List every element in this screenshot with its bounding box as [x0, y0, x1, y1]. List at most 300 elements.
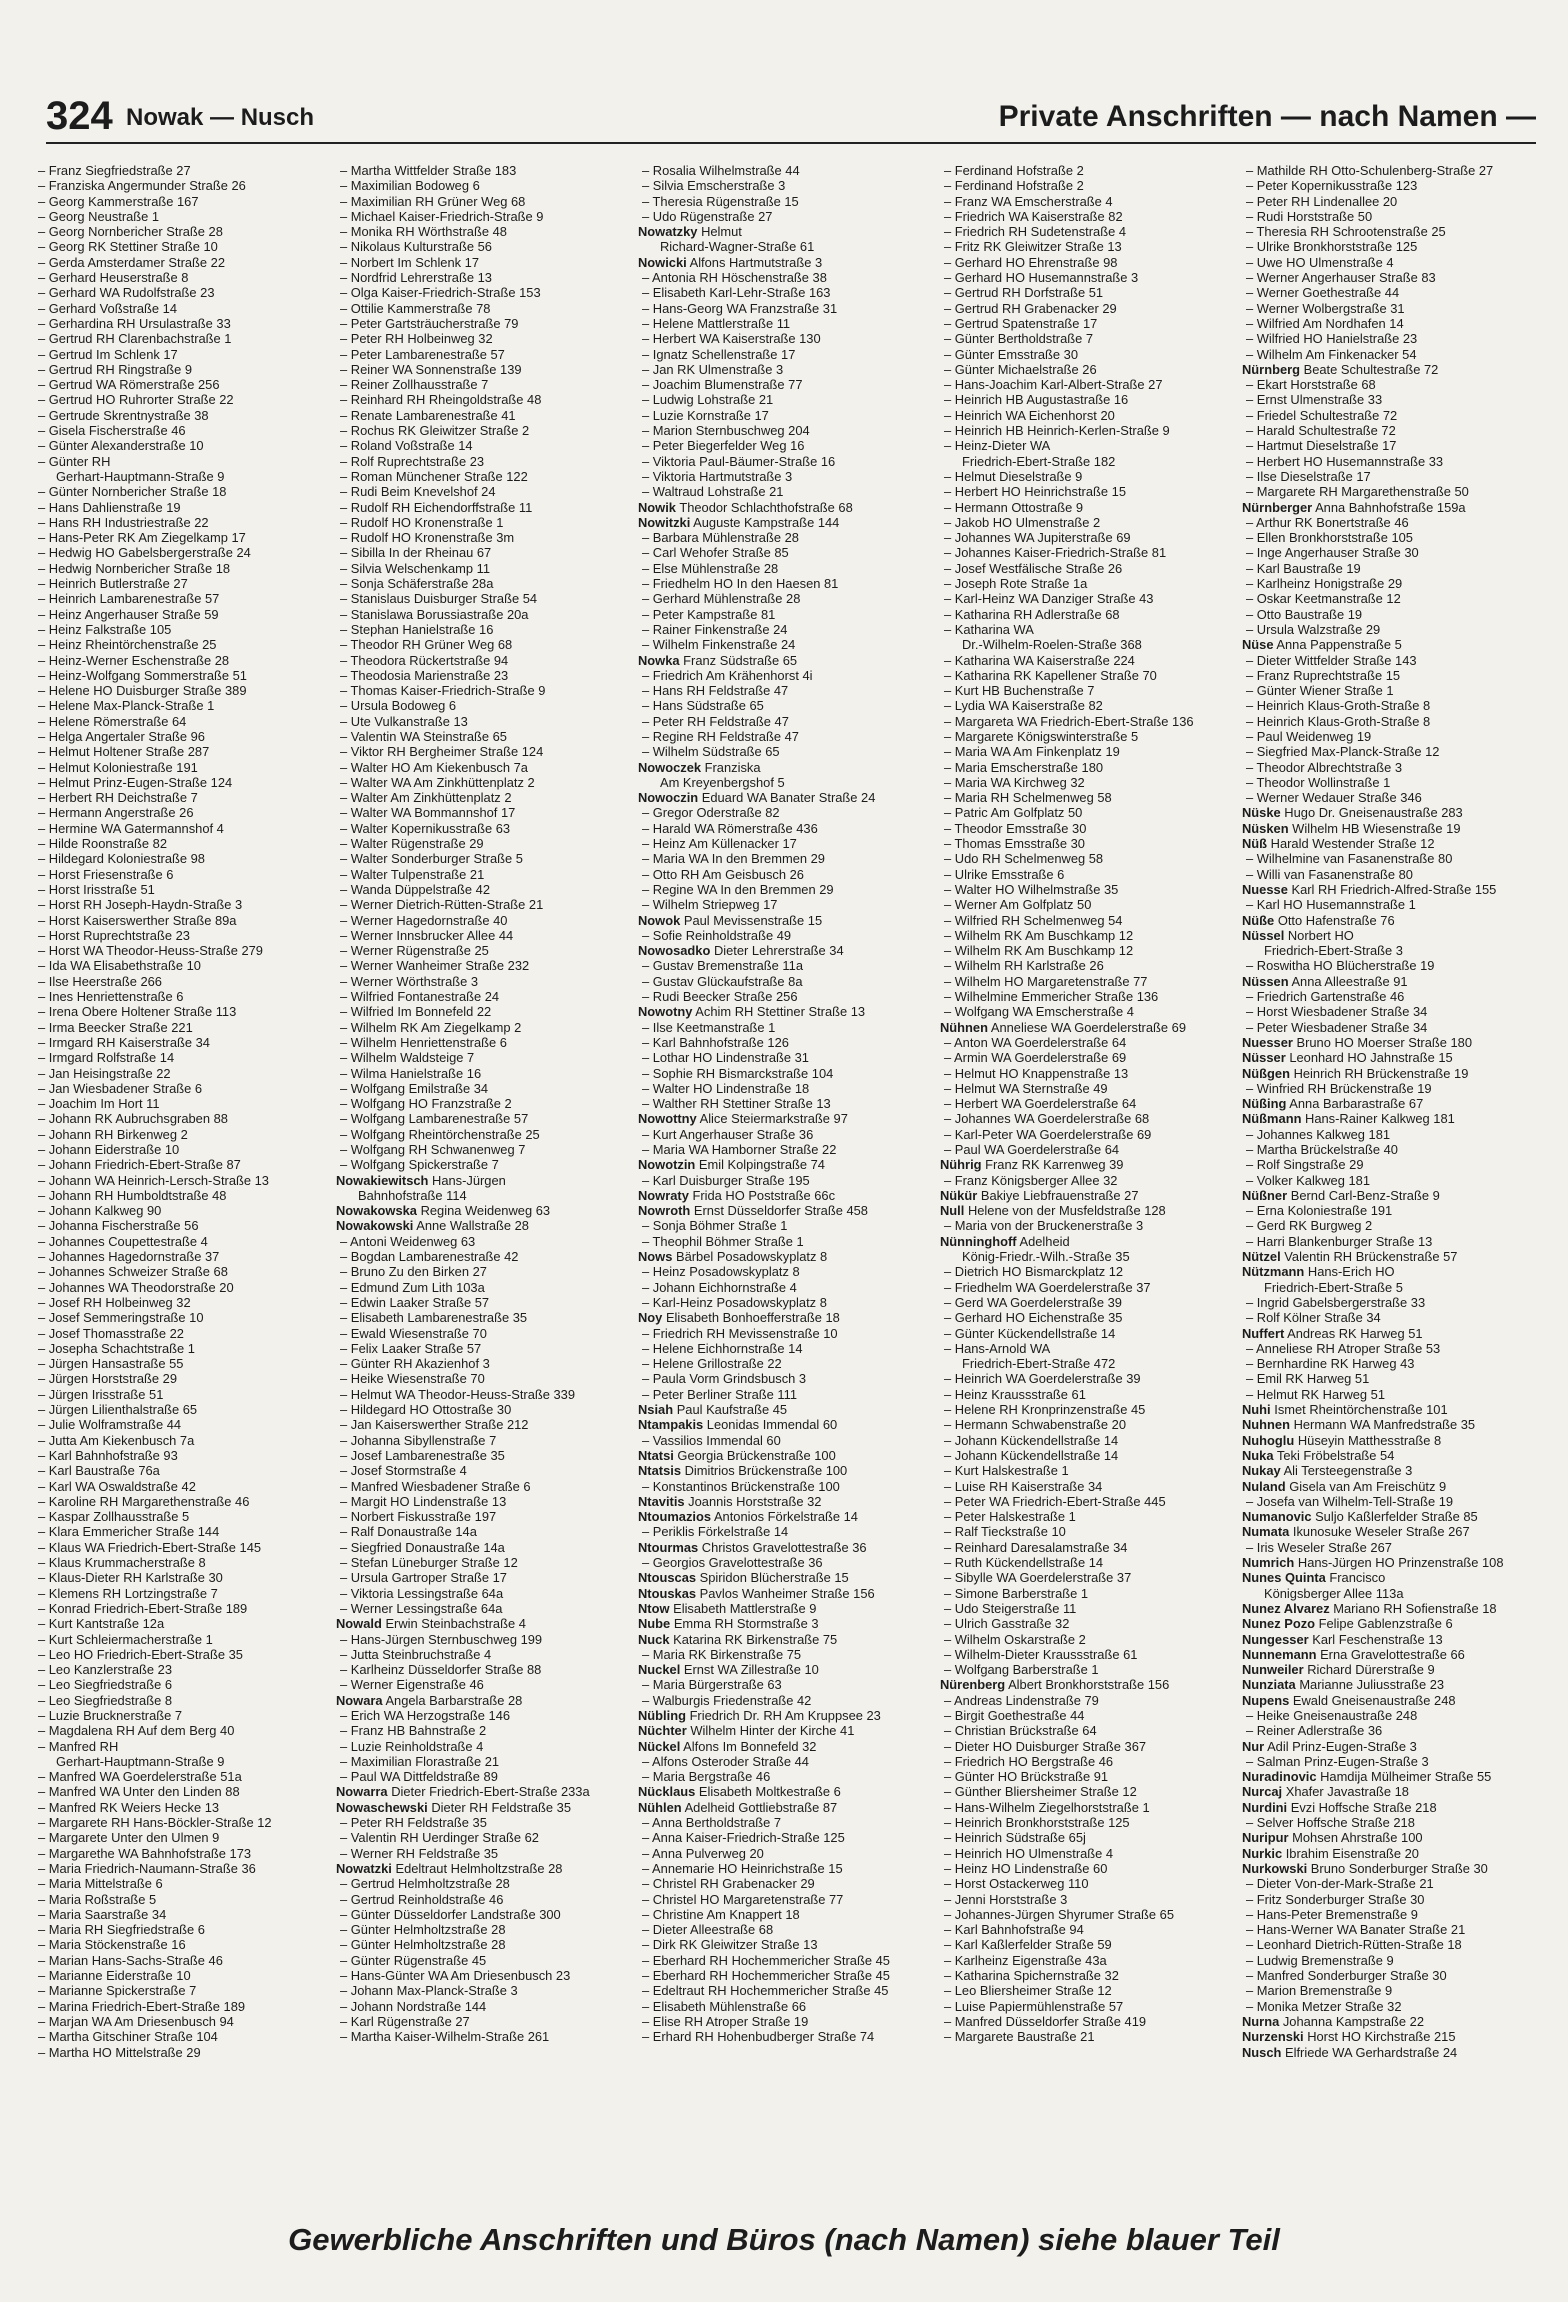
directory-entry: – Marianne Eiderstraße 10 — [34, 1968, 332, 1983]
directory-entry: – Werner Angerhauser Straße 83 — [1242, 270, 1540, 285]
surname: Nuesse — [1242, 881, 1288, 897]
directory-entry: – Marina Friedrich-Ebert-Straße 189 — [34, 1999, 332, 2014]
directory-entry: – Norbert Im Schlenk 17 — [336, 255, 634, 270]
surname: Numrich — [1242, 1555, 1295, 1571]
directory-entry: – Helene RH Kronprinzenstraße 45 — [940, 1402, 1238, 1417]
directory-entry — [1242, 836, 1540, 851]
entry-details: Katarina RK Birkenstraße 75 — [673, 1631, 838, 1647]
directory-entry: – Katharina RH Adlerstraße 68 — [940, 607, 1238, 622]
entry-details: Anna Bahnhofstraße 159a — [1315, 499, 1466, 515]
entry-details: Spiridon Blücherstraße 15 — [699, 1570, 849, 1586]
entry-details: Hamdija Mülheimer Straße 55 — [1320, 1769, 1492, 1785]
directory-entry: – Horst RH Joseph-Haydn-Straße 3 — [34, 897, 332, 912]
directory-entry: – Walburgis Friedenstraße 42 — [638, 1693, 936, 1708]
directory-entry: – Irma Beecker Straße 221 — [34, 1020, 332, 1035]
directory-entry: – Günter Helmholtzstraße 28 — [336, 1937, 634, 1952]
directory-entry: – Johanna Sibyllenstraße 7 — [336, 1433, 634, 1448]
surname: Nunes Quinta — [1242, 1570, 1326, 1586]
directory-entry: – Ingrid Gabelsbergerstraße 33 — [1242, 1295, 1540, 1310]
directory-entry: – Jürgen Horststraße 29 — [34, 1371, 332, 1386]
directory-entry: – Ilse Dieselstraße 17 — [1242, 469, 1540, 484]
directory-entry: – Ulrike Bronkhorststraße 125 — [1242, 239, 1540, 254]
directory-entry: – Rudi Beim Knevelshof 24 — [336, 484, 634, 499]
directory-entry: – Günter Helmholtzstraße 28 — [336, 1922, 634, 1937]
entry-details: Adelheid Gottliebstraße 87 — [684, 1799, 838, 1815]
entry-details: Leonidas Immendal 60 — [706, 1417, 838, 1433]
surname: Nuckel — [638, 1662, 681, 1678]
surname: Nürnberger — [1242, 499, 1313, 515]
directory-entry: – Kaspar Zollhausstraße 5 — [34, 1509, 332, 1524]
directory-entry: – Thomas Emsstraße 30 — [940, 836, 1238, 851]
directory-entry: – Katharina RK Kapellener Straße 70 — [940, 668, 1238, 683]
directory-entry: – Hildegard HO Ottostraße 30 — [336, 1402, 634, 1417]
directory-entry: – Anneliese RH Atroper Straße 53 — [1242, 1341, 1540, 1356]
directory-entry: – Ida WA Elisabethstraße 10 — [34, 958, 332, 973]
entry-details: Karl RH Friedrich-Alfred-Straße 155 — [1291, 881, 1497, 897]
directory-entry — [638, 1540, 936, 1555]
directory-entry: – Reiner Zollhausstraße 7 — [336, 377, 634, 392]
directory-entry: – Peter Biegerfelder Weg 16 — [638, 438, 936, 453]
directory-entry: – Luzie Reinholdstraße 4 — [336, 1739, 634, 1754]
directory-entry: – Herbert RH Deichstraße 7 — [34, 790, 332, 805]
directory-entry: – Silvia Emscherstraße 3 — [638, 178, 936, 193]
directory-entry: – Wilhelm RH Karlstraße 26 — [940, 958, 1238, 973]
directory-entry: – Jan Heisingstraße 22 — [34, 1066, 332, 1081]
directory-entry: – Erna Koloniestraße 191 — [1242, 1203, 1540, 1218]
entry-details: Elfriede WA Gerhardstraße 24 — [1285, 2044, 1458, 2060]
directory-entry: – Maria RH Siegfriedstraße 6 — [34, 1922, 332, 1937]
directory-entry: – Theodora Rückertstraße 94 — [336, 653, 634, 668]
surname: Nowottny — [638, 1111, 697, 1127]
directory-entry: – Karlheinz Düsseldorfer Straße 88 — [336, 1662, 634, 1677]
directory-entry: – Maria RK Birkenstraße 75 — [638, 1647, 936, 1662]
directory-entry: – Walter Rügenstraße 29 — [336, 836, 634, 851]
directory-entry: Friedrich-Ebert-Straße 472 — [962, 1356, 1116, 1372]
directory-entry: – Rolf Kölner Straße 34 — [1242, 1310, 1540, 1325]
directory-entry: – Maria Stöckenstraße 16 — [34, 1937, 332, 1952]
directory-entry: – Periklis Förkelstraße 14 — [638, 1524, 936, 1539]
directory-entry: – Manfred WA Unter den Linden 88 — [34, 1784, 332, 1799]
directory-entry: – Kurt Halskestraße 1 — [940, 1463, 1238, 1478]
directory-entry: – Dieter Wittfelder Straße 143 — [1242, 653, 1540, 668]
directory-entry: – Hans Dahlienstraße 19 — [34, 500, 332, 515]
directory-entry: – Heinrich HB Heinrich-Kerlen-Straße 9 — [940, 423, 1238, 438]
directory-entry: – Werner RH Feldstraße 35 — [336, 1846, 634, 1861]
directory-entry: – Friedhelm HO In den Haesen 81 — [638, 576, 936, 591]
directory-column — [634, 163, 936, 2203]
directory-entry: – Katharina Spichernstraße 32 — [940, 1968, 1238, 1983]
directory-entry: – Peter Kampstraße 81 — [638, 607, 936, 622]
page-number: 324 — [46, 94, 113, 138]
directory-entry — [1242, 1632, 1540, 1647]
entry-details: Hüseyin Matthesstraße 8 — [1297, 1432, 1442, 1448]
directory-entry: – Willi van Fasanenstraße 80 — [1242, 867, 1540, 882]
surname: Ntatsis — [638, 1463, 681, 1479]
directory-entry — [638, 760, 936, 775]
directory-entry: – Irena Obere Holtener Straße 113 — [34, 1004, 332, 1019]
directory-entry: – Roland Voßstraße 14 — [336, 438, 634, 453]
surname: Nückel — [638, 1738, 681, 1754]
surname: Nuhoglu — [1242, 1432, 1295, 1448]
directory-entry — [1242, 821, 1540, 836]
directory-entry: – Silvia Welschenkamp 11 — [336, 561, 634, 576]
directory-entry: – Barbara Mühlenstraße 28 — [638, 530, 936, 545]
surname: Ntourmas — [638, 1539, 699, 1555]
surname: Nürnberg — [1242, 361, 1301, 377]
directory-entry: – Margarethe WA Bahnhofstraße 173 — [34, 1846, 332, 1861]
directory-entry: – Werner Am Golfplatz 50 — [940, 897, 1238, 912]
entry-details: Friedrich Dr. RH Am Kruppsee 23 — [689, 1707, 881, 1723]
directory-entry: – Wilhelm Striepweg 17 — [638, 897, 936, 912]
directory-entry — [1242, 1188, 1540, 1203]
directory-entry: – Ernst Ulmenstraße 33 — [1242, 392, 1540, 407]
directory-entry: – Margarete Unter den Ulmen 9 — [34, 1830, 332, 1845]
surname: Nurcaj — [1242, 1784, 1283, 1800]
directory-entry: – Josef RH Holbeinweg 32 — [34, 1295, 332, 1310]
directory-entry: – Heinz-Dieter WA — [940, 438, 1238, 453]
directory-entry: Friedrich-Ebert-Straße 182 — [962, 453, 1116, 469]
directory-entry: – Klaus Krummacherstraße 8 — [34, 1555, 332, 1570]
directory-entry: – Werner Goethestraße 44 — [1242, 285, 1540, 300]
directory-entry — [1242, 1096, 1540, 1111]
directory-entry: – Wilma Hanielstraße 16 — [336, 1066, 634, 1081]
directory-entry: – Maria Bergstraße 46 — [638, 1769, 936, 1784]
directory-entry: – Helmut Dieselstraße 9 — [940, 469, 1238, 484]
directory-entry: – Wolfgang Rheintörchenstraße 25 — [336, 1127, 634, 1142]
directory-entry: – Wolfgang Spickerstraße 7 — [336, 1157, 634, 1172]
directory-entry: – Heinz Falkstraße 105 — [34, 622, 332, 637]
surname: Nurdini — [1242, 1799, 1288, 1815]
directory-entry: – Wolfgang Emilstraße 34 — [336, 1081, 634, 1096]
directory-entry: – Helene HO Duisburger Straße 389 — [34, 683, 332, 698]
directory-entry: – Bruno Zu den Birken 27 — [336, 1264, 634, 1279]
directory-entry: – Jürgen Hansastraße 55 — [34, 1356, 332, 1371]
surname: Nowatzki — [336, 1860, 392, 1876]
directory-entry: – Otto RH Am Geisbusch 26 — [638, 867, 936, 882]
directory-entry — [1242, 1800, 1540, 1815]
directory-entry: – Margarete Baustraße 21 — [940, 2029, 1238, 2044]
directory-entry — [1242, 1402, 1540, 1417]
directory-entry: – Felix Laaker Straße 57 — [336, 1341, 634, 1356]
directory-entry: – Monika Metzer Straße 32 — [1242, 1999, 1540, 2014]
directory-entry: – Rudolf HO Kronenstraße 3m — [336, 530, 634, 545]
directory-entry: – Manfred RK Weiers Hecke 13 — [34, 1800, 332, 1815]
directory-entry: – Armin WA Goerdelerstraße 69 — [940, 1050, 1238, 1065]
directory-entry — [1242, 1677, 1540, 1692]
surname: Nüssel — [1242, 927, 1285, 943]
directory-entry: – Kurt Schleiermacherstraße 1 — [34, 1632, 332, 1647]
directory-entry: – Günter Emsstraße 30 — [940, 347, 1238, 362]
directory-entry — [638, 1188, 936, 1203]
directory-entry: – Gertrud WA Römerstraße 256 — [34, 377, 332, 392]
directory-entry: – Hermann Schwabenstraße 20 — [940, 1417, 1238, 1432]
directory-entry: – Johannes Schweizer Straße 68 — [34, 1264, 332, 1279]
directory-entry: – Günter Michaelstraße 26 — [940, 362, 1238, 377]
directory-entry: – Johannes WA Jupiterstraße 69 — [940, 530, 1238, 545]
directory-entry: – Johann RH Humboldtstraße 48 — [34, 1188, 332, 1203]
directory-entry: – Elise RH Atroper Straße 19 — [638, 2014, 936, 2029]
directory-entry: – Helmut WA Theodor-Heuss-Straße 339 — [336, 1387, 634, 1402]
directory-entry: – Gertrude Skrentnystraße 38 — [34, 408, 332, 423]
directory-entry: – Norbert Fiskusstraße 197 — [336, 1509, 634, 1524]
surname: Nunweiler — [1242, 1662, 1304, 1678]
directory-entry — [1242, 2014, 1540, 2029]
directory-entry: – Werner Wedauer Straße 346 — [1242, 790, 1540, 805]
entry-details: Paul Mevissenstraße 15 — [683, 912, 823, 928]
directory-entry — [638, 1632, 936, 1647]
surname: Nusch — [1242, 2044, 1282, 2060]
directory-entry — [1242, 1693, 1540, 1708]
directory-entry: Gerhart-Hauptmann-Straße 9 — [56, 1753, 225, 1769]
directory-entry: – Friedrich WA Kaiserstraße 82 — [940, 209, 1238, 224]
directory-entry: – Maximilian Florastraße 21 — [336, 1754, 634, 1769]
directory-entry — [638, 1739, 936, 1754]
directory-entry: – Karl Bahnhofstraße 126 — [638, 1035, 936, 1050]
directory-entry: – Theresia Rügenstraße 15 — [638, 194, 936, 209]
directory-entry: – Heike Wiesenstraße 70 — [336, 1371, 634, 1386]
directory-entry: – Ralf Donaustraße 14a — [336, 1524, 634, 1539]
directory-entry: – Günter HO Brückstraße 91 — [940, 1769, 1238, 1784]
directory-entry — [940, 1188, 1238, 1203]
directory-entry: – Hans-Werner WA Banater Straße 21 — [1242, 1922, 1540, 1937]
directory-entry: – Maximilian RH Grüner Weg 68 — [336, 194, 634, 209]
directory-entry: – Horst Wiesbadener Straße 34 — [1242, 1004, 1540, 1019]
directory-entry — [638, 1249, 936, 1264]
surname: Nungesser — [1242, 1631, 1309, 1647]
directory-entry: – Reinhard RH Rheingoldstraße 48 — [336, 392, 634, 407]
directory-entry: – Leo Bliersheimer Straße 12 — [940, 1983, 1238, 1998]
surname: Nüsser — [1242, 1050, 1286, 1066]
directory-entry: – Klaus-Dieter RH Karlstraße 30 — [34, 1570, 332, 1585]
directory-entry — [1242, 1647, 1540, 1662]
directory-entry: – Margarete Königswinterstraße 5 — [940, 729, 1238, 744]
directory-entry: – Gregor Oderstraße 82 — [638, 805, 936, 820]
directory-entry: – Johann RH Birkenweg 2 — [34, 1127, 332, 1142]
directory-entry: – Jürgen Lilienthalstraße 65 — [34, 1402, 332, 1417]
directory-entry: – Manfred Düsseldorfer Straße 419 — [940, 2014, 1238, 2029]
surname: Nurkowski — [1242, 1860, 1308, 1876]
directory-entry: – Karlheinz Honigstraße 29 — [1242, 576, 1540, 591]
surname: Nowakowski — [336, 1218, 414, 1234]
directory-entry: – Bernhardine RK Harweg 43 — [1242, 1356, 1540, 1371]
surname: Numata — [1242, 1524, 1290, 1540]
directory-entry: – Heinrich Klaus-Groth-Straße 8 — [1242, 714, 1540, 729]
directory-entry — [940, 1677, 1238, 1692]
surname: Nowraty — [638, 1187, 689, 1203]
page-header — [46, 92, 1536, 144]
surname: Nüsken — [1242, 820, 1289, 836]
directory-entry: – Peter RH Feldstraße 35 — [336, 1815, 634, 1830]
surname: Nowroth — [638, 1203, 691, 1219]
directory-entry — [638, 1784, 936, 1799]
directory-entry — [638, 790, 936, 805]
directory-entry: – Konrad Friedrich-Ebert-Straße 189 — [34, 1601, 332, 1616]
directory-entry: – Friedrich Am Krähenhorst 4i — [638, 668, 936, 683]
directory-entry — [638, 255, 936, 270]
directory-entry: – Martha HO Mittelstraße 29 — [34, 2045, 332, 2060]
entry-details: Ernst WA Zillestraße 10 — [683, 1662, 819, 1678]
directory-entry: – Bogdan Lambarenestraße 42 — [336, 1249, 634, 1264]
directory-entry — [638, 653, 936, 668]
directory-entry: – Ewald Wiesenstraße 70 — [336, 1326, 634, 1341]
directory-entry: – Wolfgang WA Emscherstraße 4 — [940, 1004, 1238, 1019]
directory-entry: – Wilfried Im Bonnefeld 22 — [336, 1004, 634, 1019]
directory-entry: – Theodor RH Grüner Weg 68 — [336, 637, 634, 652]
directory-entry: – Wilhelm-Dieter Kraussstraße 61 — [940, 1647, 1238, 1662]
entry-details: Harald Westender Straße 12 — [1270, 836, 1435, 852]
directory-entry: – Sophie RH Bismarckstraße 104 — [638, 1066, 936, 1081]
directory-entry: – Antoni Weidenweg 63 — [336, 1234, 634, 1249]
directory-entry: – Antonia RH Höschenstraße 38 — [638, 270, 936, 285]
entry-details: Bakiye Liebfrauenstraße 27 — [980, 1187, 1139, 1203]
directory-entry: – Horst Kaiserswerther Straße 89a — [34, 913, 332, 928]
directory-entry: – Günter RH — [34, 454, 332, 469]
entry-details: Auguste Kampstraße 144 — [693, 514, 840, 530]
directory-entry: – Helga Angertaler Straße 96 — [34, 729, 332, 744]
surname: Nührig — [940, 1157, 982, 1173]
directory-entry: – Karoline RH Margarethenstraße 46 — [34, 1494, 332, 1509]
directory-entry: – Martha Kaiser-Wilhelm-Straße 261 — [336, 2029, 634, 2044]
directory-entry — [336, 1173, 634, 1188]
directory-entry: – Heinrich HO Ulmenstraße 4 — [940, 1846, 1238, 1861]
directory-entry: – Wilhelm RK Am Buschkamp 12 — [940, 928, 1238, 943]
directory-entry: – Leo Siegfriedstraße 8 — [34, 1693, 332, 1708]
directory-entry: – Günter Rügenstraße 45 — [336, 1953, 634, 1968]
directory-entry: – Gerhard Heuserstraße 8 — [34, 270, 332, 285]
directory-entry: – Margarete RH Hans-Böckler-Straße 12 — [34, 1815, 332, 1830]
directory-entry — [638, 224, 936, 239]
directory-entry — [1242, 1417, 1540, 1432]
directory-entry: Dr.-Wilhelm-Roelen-Straße 368 — [962, 637, 1142, 653]
entry-details: Bärbel Posadowskyplatz 8 — [675, 1249, 828, 1265]
entry-details: Helmut — [701, 224, 742, 240]
directory-entry: – Ursula Gartroper Straße 17 — [336, 1570, 634, 1585]
directory-entry: – Rolf Ruprechtstraße 23 — [336, 454, 634, 469]
entry-details: Karl Feschenstraße 13 — [1312, 1631, 1443, 1647]
directory-entry: – Walter HO Wilhelmstraße 35 — [940, 882, 1238, 897]
entry-details: Pavlos Wanheimer Straße 156 — [699, 1585, 875, 1601]
directory-entry: – Helene Eichhornstraße 14 — [638, 1341, 936, 1356]
directory-entry: – Walter Kopernikusstraße 63 — [336, 821, 634, 836]
directory-entry: – Volker Kalkweg 181 — [1242, 1173, 1540, 1188]
directory-entry: – Johannes Kaiser-Friedrich-Straße 81 — [940, 545, 1238, 560]
directory-entry: – Karl Baustraße 19 — [1242, 561, 1540, 576]
directory-entry: – Heinrich Bronkhorststraße 125 — [940, 1815, 1238, 1830]
directory-entry: – Werner Rügenstraße 25 — [336, 943, 634, 958]
directory-entry: – Oskar Keetmanstraße 12 — [1242, 591, 1540, 606]
directory-entry: – Paul WA Goerdelerstraße 64 — [940, 1142, 1238, 1157]
directory-entry: – Leo Kanzlerstraße 23 — [34, 1662, 332, 1677]
directory-entry: – Wilhelm RK Am Buschkamp 12 — [940, 943, 1238, 958]
directory-entry: – Eberhard RH Hochemmericher Straße 45 — [638, 1953, 936, 1968]
directory-entry: – Wilfried Am Nordhafen 14 — [1242, 316, 1540, 331]
directory-entry: – Werner Lessingstraße 64a — [336, 1601, 634, 1616]
surname: Nunez Alvarez — [1242, 1600, 1330, 1616]
directory-entry: – Georgios Gravelottestraße 36 — [638, 1555, 936, 1570]
directory-entry: – Hermann Ottostraße 9 — [940, 500, 1238, 515]
entry-details: Hugo Dr. Gneisenaustraße 283 — [1284, 805, 1463, 821]
directory-entry — [940, 1020, 1238, 1035]
directory-entry: – Helmut HO Knappenstraße 13 — [940, 1066, 1238, 1081]
entry-details: Alfons Hartmutstraße 3 — [689, 254, 823, 270]
directory-entry: – Wolfgang Barberstraße 1 — [940, 1662, 1238, 1677]
directory-entry: – Erhard RH Hohenbudberger Straße 74 — [638, 2029, 936, 2044]
directory-entry — [638, 1463, 936, 1478]
entry-details: Suljo Kaßlerfelder Straße 85 — [1315, 1509, 1478, 1525]
directory-column — [936, 163, 1238, 2203]
surname: Nützel — [1242, 1249, 1281, 1265]
directory-entry: – Wilhelmine Emmericher Straße 136 — [940, 989, 1238, 1004]
directory-entry: – Ignatz Schellenstraße 17 — [638, 347, 936, 362]
directory-entry: – Hermann Angerstraße 26 — [34, 805, 332, 820]
surname: Nuradinovic — [1242, 1769, 1317, 1785]
directory-entry: – Günter Düsseldorfer Landstraße 300 — [336, 1907, 634, 1922]
directory-entry — [336, 1800, 634, 1815]
directory-entry: – Sonja Böhmer Straße 1 — [638, 1218, 936, 1233]
directory-entry: – Johannes WA Goerdelerstraße 68 — [940, 1111, 1238, 1126]
directory-entry — [638, 1157, 936, 1172]
surname: Numanovic — [1242, 1509, 1312, 1525]
directory-entry: – Dieter Alleestraße 68 — [638, 1922, 936, 1937]
directory-entry: – Gertrud Im Schlenk 17 — [34, 347, 332, 362]
directory-entry — [638, 1402, 936, 1417]
directory-entry — [1242, 1769, 1540, 1784]
directory-entry: – Peter Kopernikusstraße 123 — [1242, 178, 1540, 193]
directory-entry: – Ellen Bronkhorststraße 105 — [1242, 530, 1540, 545]
entry-details: Ikunosuke Weseler Straße 267 — [1292, 1524, 1470, 1540]
directory-entry — [336, 1218, 634, 1233]
directory-entry: – Heinrich Butlerstraße 27 — [34, 576, 332, 591]
surname: Nüße — [1242, 912, 1275, 928]
directory-entry — [638, 1616, 936, 1631]
entry-details: Francisco — [1329, 1570, 1386, 1586]
directory-entry: – Jakob HO Ulmenstraße 2 — [940, 515, 1238, 530]
entry-details: Wilhelm Hinter der Kirche 41 — [690, 1723, 855, 1739]
directory-entry: – Heinrich WA Goerdelerstraße 39 — [940, 1371, 1238, 1386]
directory-entry — [1242, 928, 1540, 943]
surname: Nuka — [1242, 1447, 1274, 1463]
directory-entry: – Karl Duisburger Straße 195 — [638, 1173, 936, 1188]
directory-entry: – Dieter HO Duisburger Straße 367 — [940, 1739, 1238, 1754]
entry-details: Ibrahim Eisenstraße 20 — [1285, 1845, 1419, 1861]
directory-entry: – Karl HO Husemannstraße 1 — [1242, 897, 1540, 912]
directory-entry: – Heinrich Klaus-Groth-Straße 8 — [1242, 698, 1540, 713]
directory-entry: – Kurt Angerhauser Straße 36 — [638, 1127, 936, 1142]
directory-entry: – Horst Ruprechtstraße 23 — [34, 928, 332, 943]
directory-entry: – Udo Rügenstraße 27 — [638, 209, 936, 224]
directory-entry — [1242, 1830, 1540, 1845]
directory-entry: – Stanislaus Duisburger Straße 54 — [336, 591, 634, 606]
directory-entry: – Johann WA Heinrich-Lersch-Straße 13 — [34, 1173, 332, 1188]
directory-entry: – Jan Kaiserswerther Straße 212 — [336, 1417, 634, 1432]
directory-entry: – Lothar HO Lindenstraße 31 — [638, 1050, 936, 1065]
entry-details: Elisabeth Bonhoefferstraße 18 — [665, 1310, 840, 1326]
directory-entry — [638, 943, 936, 958]
directory-entry: – Joachim Blumenstraße 77 — [638, 377, 936, 392]
surname: Nüßmann — [1242, 1111, 1302, 1127]
directory-entry: – Ursula Walzstraße 29 — [1242, 622, 1540, 637]
entry-details: Mohsen Ahrstraße 100 — [1292, 1830, 1423, 1846]
directory-entry: – Maria Mittelstraße 6 — [34, 1876, 332, 1891]
directory-entry: – Franziska Angermunder Straße 26 — [34, 178, 332, 193]
directory-entry: – Günter Bertholdstraße 7 — [940, 331, 1238, 346]
directory-entry: – Ilse Keetmanstraße 1 — [638, 1020, 936, 1035]
directory-entry: – Ekart Horststraße 68 — [1242, 377, 1540, 392]
directory-entry: – Horst Friesenstraße 6 — [34, 867, 332, 882]
directory-entry: – Edeltraut RH Hochemmericher Straße 45 — [638, 1983, 936, 1998]
entry-details: Johanna Kampstraße 22 — [1282, 2013, 1425, 2029]
directory-entry: – Johann Nordstraße 144 — [336, 1999, 634, 2014]
